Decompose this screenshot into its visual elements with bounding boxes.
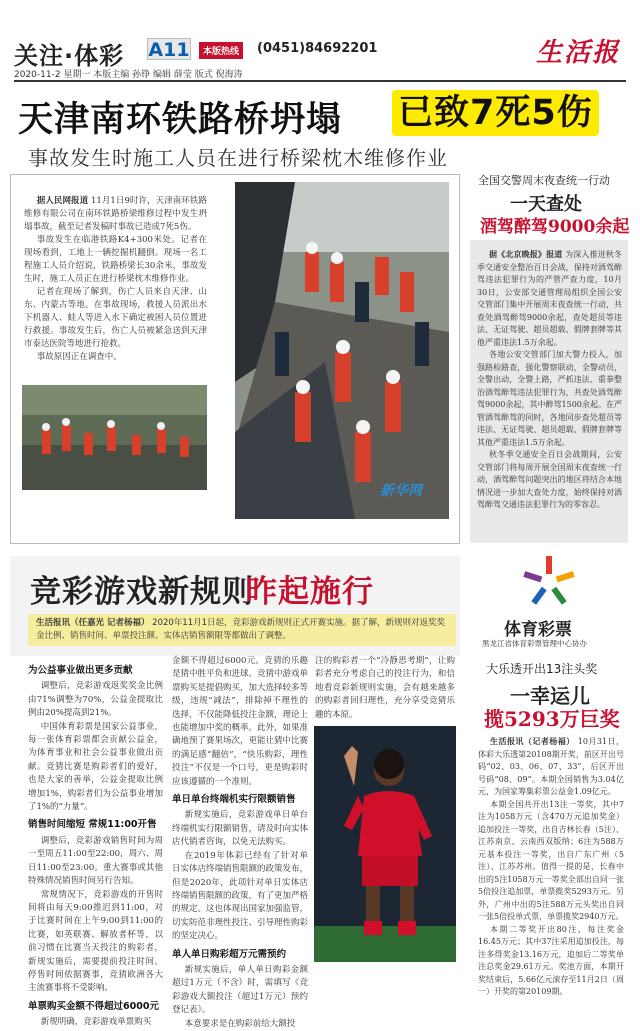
right2-p3: 本期二等奖开出80注，每注奖金16.45万元；其中37注采用追加投注，每注多得奖金13.16万元，追加后二等奖单注总奖金29.61万元。奖池方面，本期开奖结束后，5.66亿元滚存至11月2日（周一）开奖的第20109期。 (478, 924, 624, 996)
right1-p1: 为深入推进秋冬季交通安全整治百日会战，保持对酒驾醉驾违法犯罪行为的严管严查力度，10月30日，公安部交通管理局组织全国公安交管部门集中开展周末夜查统一行动，共查处酒驾醉驾9000余起，查处超员等违法、无证驾驶、超员超载、假牌套牌等其他严重违法1.5万余起。 (477, 250, 623, 347)
right2-body (478, 735, 624, 999)
story2-subhead-3: 单票购买金额不得超过6000元 (28, 1000, 159, 1012)
story2-c2p4: 新规实施后，单人单日购彩金额超过1万元（不含）时，需填写《竞彩游戏大额投注（超过1万元）预约登记表》。 (172, 964, 308, 1016)
story1-p1: 11月1日9时许，天津南环铁路维修有限公司在南环铁路桥梁维修过程中发生坍塌事故，截至记者发稿时事故已造成7死5伤。 (24, 196, 207, 232)
story2-lead-text: 2020年11月1日起，竞彩游戏新规则正式开赛实施。据了解，新规则对返奖奖金比例、销售时间、单票投注额、实体店销售额限等都做出了调整。 (36, 618, 446, 641)
right1-p2: 各地公安交管部门加大警力投入，加强路检路查，强化警察联动，全警动员，全警出动，全警上路，严抓违法、重拳整治酒驾醉驾违法犯罪行为，共查处酒驾醉驾9000余起，其中醉驾1500余起。在严管酒驾醉驾的同时，各地同步查处超员等违法、无证驾驶、超员超载、假牌套牌等其他严重违法1.5万余起。 (477, 350, 622, 447)
photo-credit: 新华网 (380, 483, 422, 499)
story2-column-3 (315, 655, 455, 722)
story2-lead (28, 614, 456, 646)
right1-p3: 秋冬季交通安全百日会战期间，公安交管部门将每周开展全国周末夜查统一行动，酒驾醉驾问题突出的地区将结合本地情况进一步加大查处力度，始终保持对酒驾醉驾交通违法犯罪行为的零容忍。 (477, 450, 622, 509)
story2-c2p3: 在2019年体彩已经有了针对单日实体店终端销售限额的政策发布，但是2020年，此项针对单日实体店终端销售限额的政策，有了更加严格的规定。这也体现出国家加强监管，切实防范非理性投注、引导理性购彩的坚定决心。 (172, 850, 309, 942)
story2-c1p2: 中国体育彩票是国家公益事业，每一张体育彩票都会贡献公益金，为体育事业和社会公益事业做出贡献。竞猜比赛是购彩者们的爱好，也是大家的善举，公益金提取比例增加1%，购彩者们为公益事业增加了1%的“力量”。 (28, 721, 163, 813)
story1-headline-highlight: 已致7死5伤 (392, 90, 599, 136)
story2-c1p1: 调整后，竞彩游戏返奖奖金比例由71%调整为70%，公益金提取比例由20%提高到21%。 (28, 681, 163, 719)
story1-p3: 记者在现场了解到，伤亡人员来自天津、山东、内蒙古等地。在事故现场，救援人员派出水下机器人、蛙人等进入水下确定被困人员位置进行救援。事故发生后，伤亡人员被紧急送到天津市泰达医院等地进行抢救。 (24, 287, 207, 349)
story1-headline: 天津南环铁路桥坍塌 (18, 99, 343, 140)
story2-c2p1: 金额不得超过6000元。竞猜的乐趣是猜中胜平负和进球。竞猜中游戏单票购买是提倡购买，加大选择较多等级，违规“减法”，排除掉不理性的选择，不仅能降低投注金额，理论上也能增加中奖的概率。此外，如果准确地预了赛果场次，更能让猜中比赛的满足感“翻倍”，“快乐购彩，理性投注”不仅是一个口号，更是购彩时应该遵循的一个准则。 (172, 656, 309, 787)
masthead-divider (14, 80, 626, 82)
story2-subhead-1: 为公益事业做出更多贡献 (28, 665, 133, 676)
story2-subhead-5: 单人单日购彩超万元需预约 (172, 948, 287, 960)
right2-p1: 10月31日，体彩大乐透第20108期开奖，前区开出号码“02、03、06、07、33”，后区开出号码“08、09”。本期全国销售为3.04亿元，为国家筹集彩票公益金1.09亿元。 (478, 737, 625, 796)
page-number: A11 (148, 39, 190, 61)
story2-subhead-2: 销售时间缩短 常规11:00开售 (28, 819, 157, 831)
story1-body (24, 195, 207, 364)
story1-subhead: 事故发生时施工人员在进行桥梁枕木维修作业 (28, 146, 448, 170)
lottery-name: 体育彩票 (504, 620, 572, 640)
story1-p2: 事故发生在临港铁路K4+300米处。记者在现场看到，工地上一辆挖掘机翻倒。现场一名工程施工人员介绍说，铁路桥梁长30余米，事故发生时，施工人员正在进行桥梁枕木维修作业。 (24, 235, 207, 284)
right1-title: 一天查处 (510, 194, 582, 215)
right1-kicker: 全国交警周末夜查统一行动 (478, 174, 610, 187)
right2-byline: 生活报讯（记者杨福） (490, 736, 575, 746)
story2-column-1 (28, 660, 163, 1030)
issue-info: 2020-11-2 星期一 本版主编 孙铮 编辑 薛莹 版式 倪海涛 (14, 70, 243, 80)
section-title: 关注·体彩 (14, 42, 125, 70)
rescue-photo-main (235, 182, 449, 519)
hotline-label: 本版热线 (199, 42, 243, 59)
story2-subhead-4: 单日单台终端机实行限额销售 (172, 794, 296, 806)
rescue-photo-small (22, 385, 207, 490)
right1-title-highlight: 酒驾醉驾9000余起 (480, 217, 630, 237)
story2-headline-highlight: 昨起施行 (246, 574, 374, 610)
story2-c1p4: 常规情况下，竞彩游戏的开售时间将由每天9:00推迟到11:00，对于比赛时间在上午9:00到11:00的比赛，如英联赛、解放者杯等，以前习惯在比赛当天投注的购彩者，新规实施后，需要提前投注时间。停售时间依据赛事，竞猜欧洲各大主流赛事将不受影响。 (28, 889, 163, 994)
story2-c2p2: 新规实施后，竞彩游戏单日单台终端机实行限额销售，请及时向实体店代销者咨询，以免无法购买。 (172, 810, 309, 848)
right2-title: 一幸运儿 (510, 684, 590, 708)
story2-column-2 (172, 655, 308, 1031)
story2-c1p3: 调整后，竞彩游戏销售时间为周一至周五11:00至22:00，周六、周日11:00至23:00。重大赛事或其他特殊情况销售时间另行告知。 (28, 835, 163, 887)
story2-lead-byline: 生活报讯（任嘉光 记者杨福） (36, 618, 150, 628)
story2-c3p1: 注的购彩者一个“冷静思考期”，让购彩者充分考虑自己的投注行为，和信地看竞彩新规则实施，会有越来越多的购彩者回归理性，充分享受竞猜乐趣的本原。 (315, 656, 455, 720)
story1-byline: 据人民网报道 (36, 196, 89, 206)
right1-byline: 据《北京晚报》报道 (489, 249, 563, 259)
football-player-photo (314, 726, 456, 962)
story2-c1p5: 新规明确，竞彩游戏单票购买 (40, 1017, 152, 1028)
right2-p2: 本期全国共开出13注一等奖，其中7注为1058万元（含470万元追加奖金）追加投注一等奖，出自吉林长春（5注）、江苏南京、云南西双版纳；6注为588万元基本投注一等奖，出自广东广州（5注）、江苏苏州。值得一提的是，长春中出的5注1058万元一等奖全部出自同一张5倍投注追加票，单票揽奖5293万元。另外，广州中出的5注588万元头奖出自同一张5倍投单式票，单票揽奖2940万元。 (478, 799, 624, 921)
story2-c2p5: 本意要求是在购彩前给大额投 (184, 1018, 296, 1029)
newspaper-logo: 生活报 (535, 38, 620, 68)
right1-body (477, 248, 622, 512)
right2-title-highlight: 揽5293万巨奖 (484, 707, 620, 731)
hotline-number: (0451)84692201 (257, 41, 378, 56)
story1-p4: 事故原因正在调查中。 (36, 352, 122, 362)
story2-headline: 竞彩游戏新规则 (30, 574, 254, 610)
right2-kicker: 大乐透开出13注头奖 (486, 662, 598, 676)
lottery-center: 黑龙江省体育彩票管理中心协办 (482, 639, 587, 648)
